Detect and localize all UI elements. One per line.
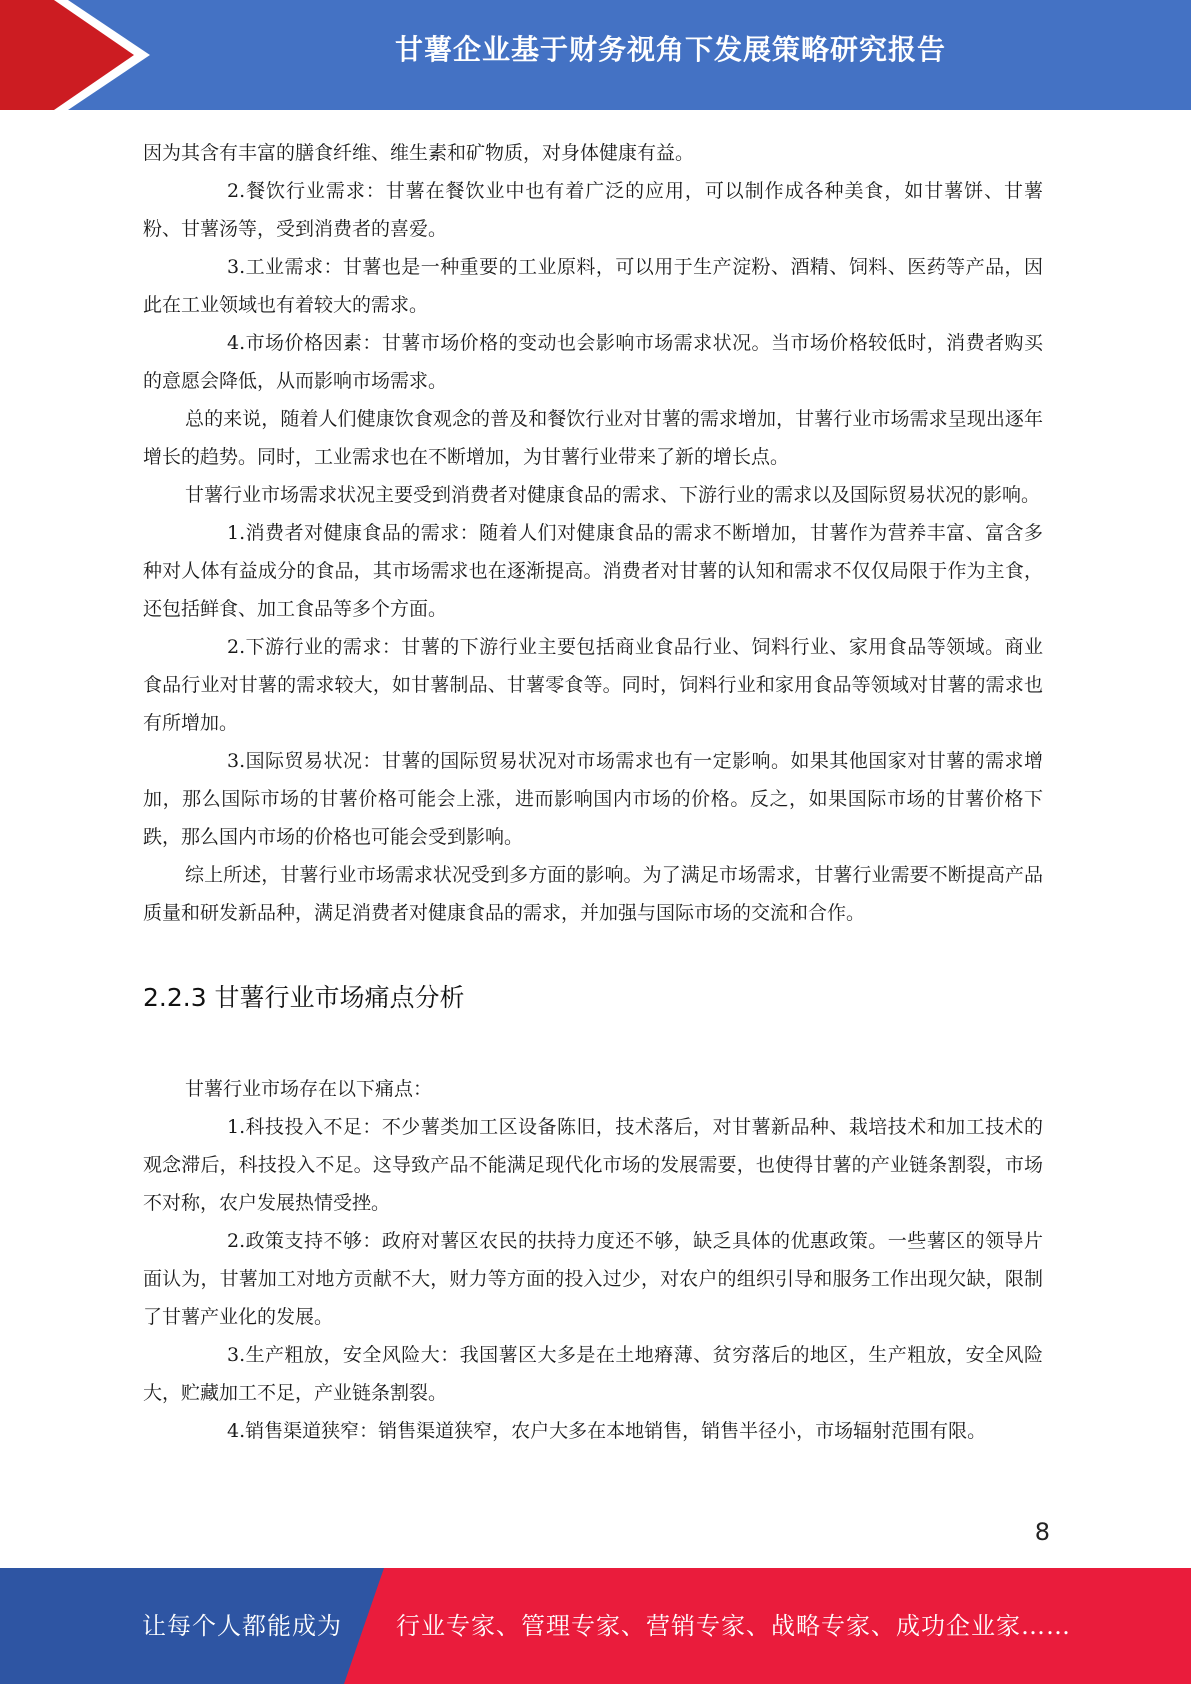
- body-paragraph: [143, 476, 1043, 514]
- body-paragraph: [143, 514, 1043, 628]
- list-number: 1.: [227, 522, 246, 544]
- body-paragraph: [143, 134, 1043, 172]
- paragraph-text: 总的来说，随着人们健康饮食观念的普及和餐饮行业对甘薯的需求增加，甘薯行业市场需求呈现出逐年增长的趋势。同时，工业需求也在不断增加，为甘薯行业带来了新的增长点。: [143, 408, 1043, 468]
- body-paragraph: [143, 1412, 1043, 1450]
- body-paragraph: [143, 856, 1043, 932]
- paragraph-text: 消费者对健康食品的需求：随着人们对健康食品的需求不断增加，甘薯作为营养丰富、富含多种对人体有益成分的食品，其市场需求也在逐渐提高。消费者对甘薯的认知和需求不仅仅局限于作为主食，还包括鲜食、加工食品等多个方面。: [143, 522, 1043, 620]
- chevron-logo-icon: [0, 0, 160, 110]
- body-paragraph: [143, 1222, 1043, 1336]
- list-number: 2.: [227, 180, 246, 202]
- page-footer: [0, 1568, 1191, 1684]
- body-paragraph: [143, 1336, 1043, 1412]
- list-number: 3.: [227, 256, 246, 278]
- paragraph-text: 下游行业的需求：甘薯的下游行业主要包括商业食品行业、饲料行业、家用食品等领域。商业食品行业对甘薯的需求较大，如甘薯制品、甘薯零食等。同时，饲料行业和家用食品等领域对甘薯的需求也有所增加。: [143, 636, 1043, 734]
- page-header: [0, 0, 1191, 110]
- list-number: 2.: [227, 1230, 246, 1252]
- paragraph-text: 甘薯行业市场需求状况主要受到消费者对健康食品的需求、下游行业的需求以及国际贸易状况的影响。: [185, 484, 1041, 506]
- footer-slogan-right: 行业专家、管理专家、营销专家、战略专家、成功企业家……: [396, 1612, 1071, 1640]
- list-number: 3.: [227, 750, 246, 772]
- paragraph-text: 因为其含有丰富的膳食纤维、维生素和矿物质，对身体健康有益。: [143, 142, 695, 164]
- paragraph-text: 甘薯行业市场存在以下痛点：: [185, 1078, 433, 1100]
- paragraph-text: 市场价格因素：甘薯市场价格的变动也会影响市场需求状况。当市场价格较低时，消费者购买的意愿会降低，从而影响市场需求。: [143, 332, 1043, 392]
- paragraph-text: 销售渠道狭窄：销售渠道狭窄，农户大多在本地销售，销售半径小，市场辐射范围有限。: [245, 1420, 987, 1442]
- footer-slogan-left: 让每个人都能成为: [142, 1612, 342, 1640]
- list-number: 4.: [227, 332, 246, 354]
- list-number: 2.: [227, 636, 246, 658]
- list-number: 1.: [227, 1116, 246, 1138]
- list-number: 3.: [227, 1344, 246, 1366]
- list-number: 4.: [227, 1420, 246, 1442]
- paragraph-text: 餐饮行业需求：甘薯在餐饮业中也有着广泛的应用，可以制作成各种美食，如甘薯饼、甘薯粉、甘薯汤等，受到消费者的喜爱。: [143, 180, 1043, 240]
- body-paragraph: [143, 628, 1043, 742]
- paragraph-block-pain-points: [143, 1070, 1043, 1450]
- body-paragraph: [143, 1070, 1043, 1108]
- paragraph-block-demand: [143, 134, 1043, 932]
- paragraph-text: 工业需求：甘薯也是一种重要的工业原料，可以用于生产淀粉、酒精、饲料、医药等产品，因此在工业领域也有着较大的需求。: [143, 256, 1043, 316]
- paragraph-text: 政策支持不够：政府对薯区农民的扶持力度还不够，缺乏具体的优惠政策。一些薯区的领导片面认为，甘薯加工对地方贡献不大，财力等方面的投入过少，对农户的组织引导和服务工作出现欠缺，限制了甘薯产业化的发展。: [143, 1230, 1043, 1328]
- paragraph-text: 生产粗放，安全风险大：我国薯区大多是在土地瘠薄、贫穷落后的地区，生产粗放，安全风险大，贮藏加工不足，产业链条割裂。: [143, 1344, 1043, 1404]
- body-paragraph: [143, 248, 1043, 324]
- section-heading: 2.2.3 甘薯行业市场痛点分析: [143, 983, 465, 1012]
- body-paragraph: [143, 172, 1043, 248]
- body-paragraph: [143, 400, 1043, 476]
- paragraph-text: 国际贸易状况：甘薯的国际贸易状况对市场需求也有一定影响。如果其他国家对甘薯的需求增加，那么国际市场的甘薯价格可能会上涨，进而影响国内市场的价格。反之，如果国际市场的甘薯价格下跌，那么国内市场的价格也可能会受到影响。: [143, 750, 1043, 848]
- report-title: 甘薯企业基于财务视角下发展策略研究报告: [394, 33, 946, 66]
- page-number: 8: [1034, 1518, 1050, 1546]
- paragraph-text: 综上所述，甘薯行业市场需求状况受到多方面的影响。为了满足市场需求，甘薯行业需要不断提高产品质量和研发新品种，满足消费者对健康食品的需求，并加强与国际市场的交流和合作。: [143, 864, 1043, 924]
- body-paragraph: [143, 742, 1043, 856]
- body-paragraph: [143, 1108, 1043, 1222]
- body-paragraph: [143, 324, 1043, 400]
- page-content: [143, 134, 1043, 1450]
- paragraph-text: 科技投入不足：不少薯类加工区设备陈旧，技术落后，对甘薯新品种、栽培技术和加工技术的观念滞后，科技投入不足。这导致产品不能满足现代化市场的发展需要，也使得甘薯的产业链条割裂，市场不对称，农户发展热情受挫。: [143, 1116, 1043, 1214]
